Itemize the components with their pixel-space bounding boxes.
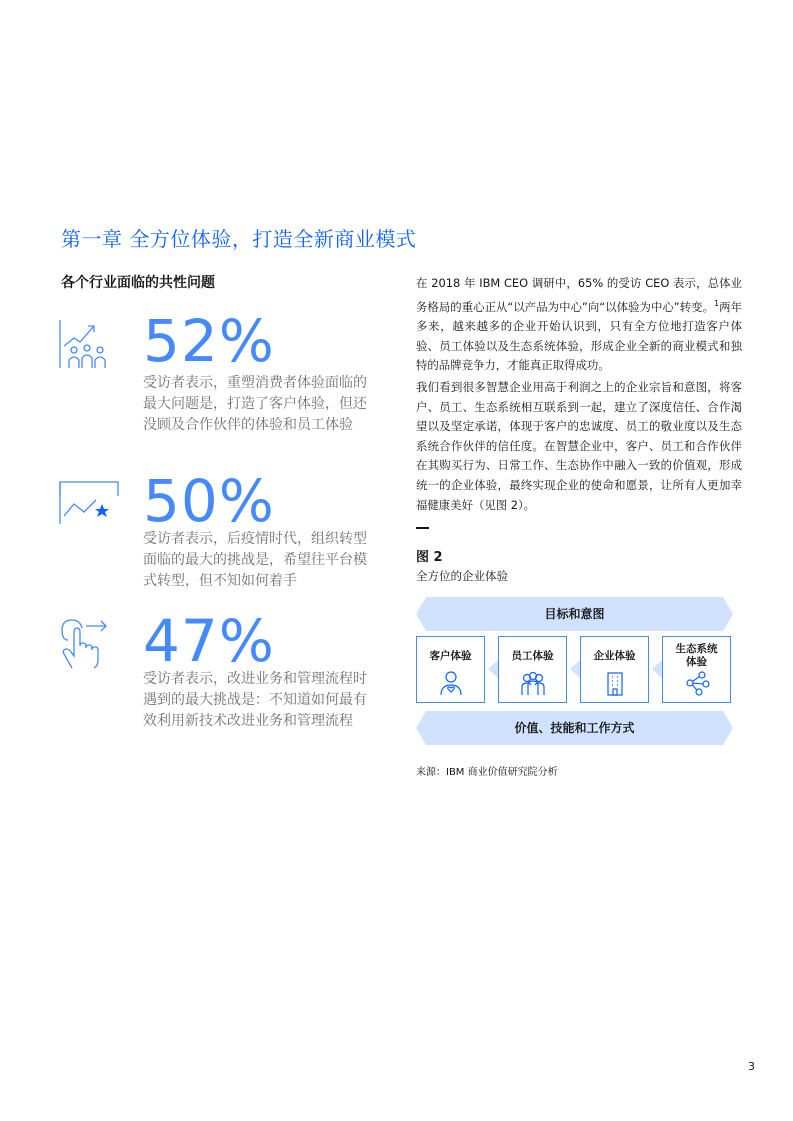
person-heart-icon	[438, 670, 464, 696]
bottom-band-label: 价值、技能和工作方式	[514, 721, 635, 735]
card-customer-experience	[416, 636, 485, 703]
bottom-band	[416, 711, 733, 745]
stat-value: 50%	[143, 467, 275, 535]
stat-description: 受访者表示，重塑消费者体验面临的最大问题是，打造了客户体验，但还没顾及合作伙伴的体验和员工体验	[143, 375, 367, 433]
card-employee-experience	[498, 636, 567, 703]
chart-star-icon	[58, 476, 122, 532]
card-label: 企业体验	[593, 650, 636, 662]
building-icon	[602, 670, 628, 696]
footnote-ref[interactable]: 1	[714, 298, 720, 308]
card-enterprise-experience	[580, 636, 649, 703]
chevron-left-icon	[652, 660, 662, 678]
top-band	[416, 597, 733, 631]
people-group-icon	[520, 670, 546, 696]
network-icon	[684, 670, 710, 696]
stat-description: 受访者表示，改进业务和管理流程时遇到的最大挑战是：不知道如何最有效利用新技术改进业务和管理流程	[143, 671, 367, 729]
intro-paragraph	[416, 274, 742, 376]
figure-label: 图 2	[416, 550, 443, 565]
chevron-left-icon	[488, 660, 498, 678]
chevron-left-icon	[570, 660, 580, 678]
people-growth-icon	[58, 316, 122, 372]
intro-text-part2: 两年多来，越来越多的企业开始认识到，只有全方位地打造客户体验、员工体验以及生态系统体验，形成企业全新的商业模式和独特的品牌竞争力，才能真正取得成功。	[416, 299, 742, 373]
card-label: 员工体验	[511, 650, 554, 662]
stat-value: 52%	[143, 307, 275, 375]
section-heading: 各个行业面临的共性问题	[61, 275, 215, 291]
page-number: 3	[748, 1060, 755, 1073]
hand-swipe-icon	[58, 616, 122, 672]
figure-divider	[416, 527, 429, 529]
body-paragraph: 我们看到很多智慧企业用高于利润之上的企业宗旨和意图，将客户、员工、生态系统相互联系到一起，建立了深度信任、合作渴望以及坚定承诺，体现于客户的忠诚度、员工的敬业度以及生态系统合作伙伴的信任度。在智慧企业中，客户、员工和合作伙伴在其购买行为、日常工作、生态协作中融入一致的价值观，形成统一的企业体验，最终实现企业的使命和愿景，让所有人更加幸福健康美好（见图 2）。	[416, 380, 742, 512]
card-ecosystem-experience	[662, 636, 731, 703]
chapter-title: 第一章 全方位体验，打造全新商业模式	[61, 227, 417, 251]
stat-value: 47%	[143, 607, 275, 675]
card-label: 客户体验	[429, 650, 472, 662]
figure-caption: 全方位的企业体验	[416, 569, 508, 583]
card-label: 生态系统 体验	[675, 643, 718, 668]
intro-text-part1: 在 2018 年 IBM CEO 调研中，65% 的受访 CEO 表示，总体业务格局的重心正从“以产品为中心”向“以体验为中心”转变。	[416, 276, 742, 314]
stat-description: 受访者表示，后疫情时代，组织转型面临的最大的挑战是，希望往平台模式转型，但不知如何着手	[143, 531, 367, 589]
figure-source: 来源：IBM 商业价值研究院分析	[416, 767, 558, 778]
top-band-label: 目标和意图	[544, 607, 605, 621]
